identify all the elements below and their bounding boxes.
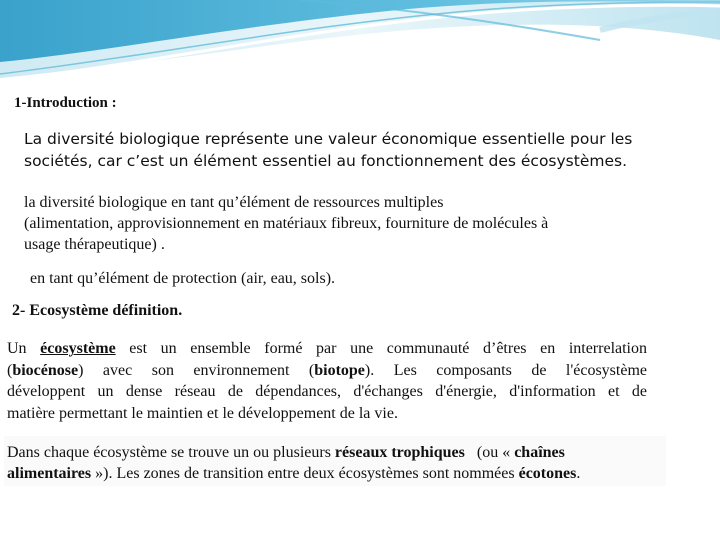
intro-paragraph-line: (alimentation, approvisionnement en matériaux fibreux, fourniture de molécules à — [24, 215, 549, 232]
intro-paragraph-line: sociétés, car c’est un élément essentiel au fonctionnement des écosystèmes. — [24, 152, 628, 170]
section-heading-ecosysteme: 2- Ecosystème définition. — [12, 302, 183, 319]
keyword-reseaux-trophiques: réseaux trophiques — [334, 444, 465, 461]
decorative-banner — [0, 0, 720, 90]
section-heading-introduction: 1-Introduction : — [14, 95, 117, 111]
box-line: alimentaires »). Les zones de transition entre deux écosystèmes sont nommées écotones. — [7, 465, 581, 482]
keyword-biotope: biotope — [314, 361, 365, 379]
definition-paragraph — [7, 338, 647, 424]
keyword-chaines: chaînes — [514, 444, 565, 461]
intro-paragraph-line: La diversité biologique représente une valeur économique essentielle pour les — [24, 130, 633, 148]
box-line: Dans chaque écosystème se trouve un ou plusieurs réseaux trophiques (ou « chaînes — [7, 444, 565, 461]
intro-paragraph-line: en tant qu’élément de protection (air, eau, sols). — [30, 270, 336, 287]
keyword-alimentaires: alimentaires — [7, 465, 92, 482]
definition-line: matière permettant le maintien et le développement de la vie. — [7, 404, 398, 422]
keyword-ecotones: écotones — [518, 465, 577, 482]
definition-line: (biocénose) avec son environnement (biotope). Les composants de l'écosystème — [7, 361, 647, 379]
definition-line: Un écosystème est un ensemble formé par une communauté d’êtres en interrelation — [7, 340, 647, 357]
definition-line: développent un dense réseau de dépendances, d'échanges d'énergie, d'information et de — [7, 383, 647, 400]
intro-paragraph-line: la diversité biologique en tant qu’élément de ressources multiples — [24, 194, 444, 211]
keyword-biocenose: biocénose — [12, 361, 79, 379]
intro-paragraph-line: usage thérapeutique) . — [24, 236, 165, 253]
keyword-ecosysteme: écosystème — [40, 340, 116, 357]
